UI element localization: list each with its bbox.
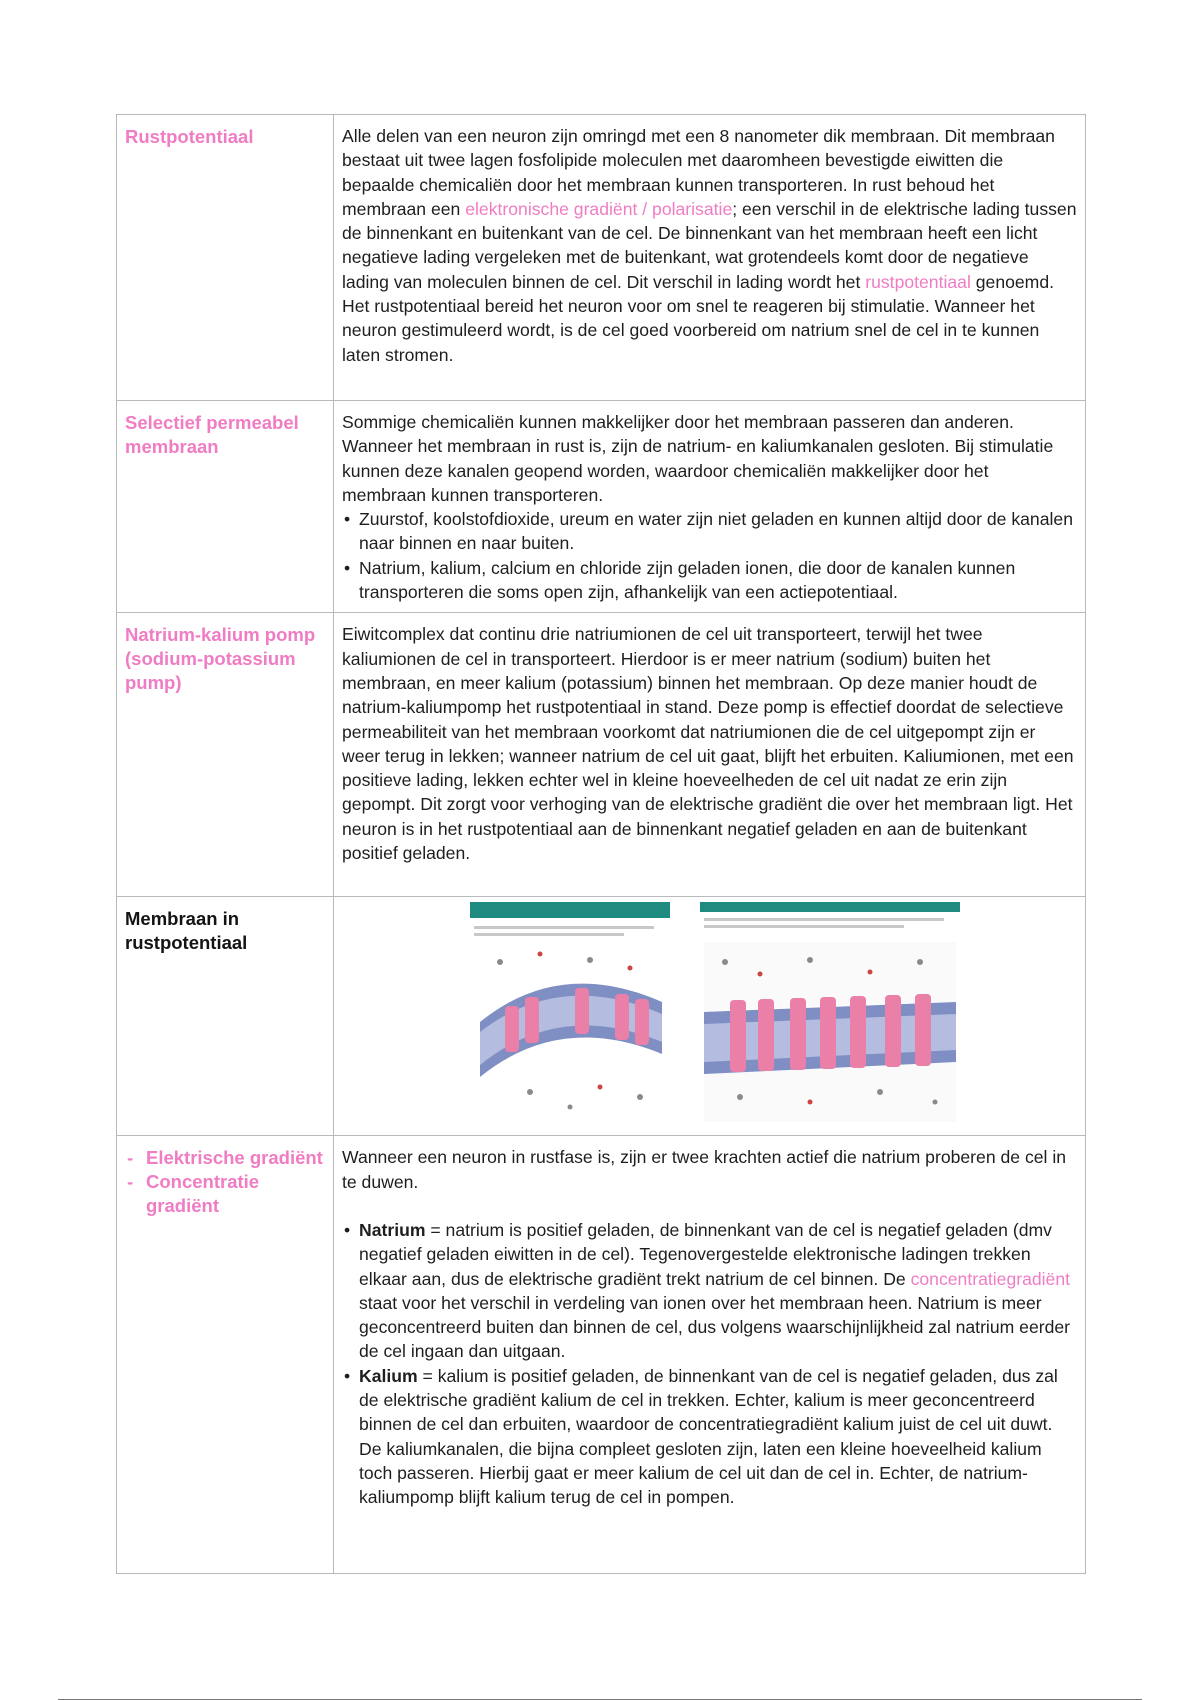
figure-banner bbox=[700, 902, 960, 912]
term-gradienten bbox=[117, 1136, 334, 1574]
table-row bbox=[117, 401, 1086, 613]
ion-channel bbox=[915, 994, 931, 1066]
table-row bbox=[117, 1136, 1086, 1574]
figure-banner bbox=[470, 902, 670, 918]
term-natrium-kalium-pomp: Natrium-kalium pomp (sodium-potassium pump) bbox=[117, 613, 334, 897]
definition-rustpotentiaal: Alle delen van een neuron zijn omringd met een 8 nanometer dik membraan. Dit membraan bestaat uit twee lagen fosfolipide moleculen met daaromheen bevestigde eiwitten die bepaalde chemicaliën door het membraan kunnen transporteren. In rust behoud het membraan een elektronische gradiënt / polarisatie; een verschil in de elektrische lading tussen de binnenkant en buitenkant van de cel. De binnenkant van het membraan heeft een licht negatieve lading vergeleken met de buitenkant, wat grotendeels komt door de negatieve lading van moleculen binnen de cel. Dit verschil in lading wordt het rustpotentiaal genoemd. Het rustpotentiaal bereid het neuron voor om snel te reageren bij stimulatie. Wanneer het neuron gestimuleerd wordt, is de cel goed voorbereid om natrium snel de cel in te kunnen laten stromen. bbox=[334, 115, 1086, 401]
notes-table bbox=[116, 114, 1086, 1574]
list-item: • Natrium, kalium, calcium en chloride zijn geladen ionen, die door de kanalen kunnen transporteren die soms open zijn, afhankelijk van een actiepotentiaal. bbox=[342, 556, 1077, 605]
ion-channel bbox=[758, 999, 774, 1071]
term-membraan-in-rustpotentiaal: Membraan in rustpotentiaal bbox=[117, 897, 334, 1136]
highlight-term: rustpotentiaal bbox=[865, 271, 971, 292]
list-item: • Natrium = natrium is positief geladen, de binnenkant van de cel is negatief geladen (dmv negatief geladen eiwitten in de cel). Tegenovergestelde elektronische ladingen trekken elkaar aan, dus de elektrische gradiënt trekt natrium de cel binnen. De concentratiegradiënt staat voor het verschil in verdeling van ionen over het membraan heen. Natrium is meer geconcentreerd buiten dan binnen de cel, dus volgens waarschijnlijkheid zal natrium eerder de cel ingaan dan uitgaan. bbox=[342, 1218, 1077, 1364]
table-row bbox=[117, 897, 1086, 1136]
membrane-figure-right bbox=[700, 902, 960, 1124]
term-rustpotentiaal: Rustpotentiaal bbox=[117, 115, 334, 401]
list-item: - Elektrische gradiënt bbox=[125, 1146, 325, 1170]
ion-channel bbox=[790, 998, 806, 1070]
ion-channel bbox=[635, 999, 649, 1045]
bullet-list bbox=[342, 507, 1077, 604]
table-row bbox=[117, 613, 1086, 897]
definition-selectief-permeabel: Sommige chemicaliën kunnen makkelijker door het membraan passeren dan anderen. Wanneer het membraan in rust is, zijn de natrium- en kaliumkanalen gesloten. Bij stimulatie kunnen deze kanalen geopend worden, waardoor chemicaliën makkelijker door het membraan kunnen transporteren. • Zuurstof, koolstofdioxide, ureum en water zijn niet geladen en kunnen altijd door de kanalen naar binnen en naar buiten. • Natrium, kalium, calcium en chloride zijn geladen ionen, die door de kanalen kunnen transporteren die soms open zijn, afhankelijk van een actiepotentiaal. bbox=[334, 401, 1086, 613]
table-row bbox=[117, 115, 1086, 401]
ion-channel bbox=[505, 1006, 519, 1052]
list-item: • Zuurstof, koolstofdioxide, ureum en water zijn niet geladen en kunnen altijd door de kanalen naar binnen en naar buiten. bbox=[342, 507, 1077, 556]
bullet-list bbox=[342, 1218, 1077, 1510]
highlight-term: concentratiegradiënt bbox=[910, 1268, 1071, 1289]
ion-channel bbox=[850, 996, 866, 1068]
figure-cell bbox=[334, 897, 1086, 1136]
definition-gradienten: Wanneer een neuron in rustfase is, zijn er twee krachten actief die natrium proberen de cel in te duwen. • Natrium = natrium is positief geladen, de binnenkant van de cel is negatief geladen (dmv negatief geladen eiwitten in de cel). Tegenovergestelde elektronische ladingen trekken elkaar aan, dus de elektrische gradiënt trekt natrium de cel binnen. De concentratiegradiënt staat voor het verschil in verdeling van ionen over het membraan heen. Natrium is meer geconcentreerd buiten dan binnen de cel, dus volgens waarschijnlijkheid zal natrium eerder de cel ingaan dan uitgaan. • Kalium = kalium is positief geladen, de binnenkant van de cel is negatief geladen, dus zal de elektrische gradiënt kalium de cel in trekken. Echter, kalium is meer geconcentreerd binnen de cel dan erbuiten, waardoor de concentratiegradiënt kalium juist de cel uit duwt. De kaliumkanalen, die bijna compleet gesloten zijn, laten een kleine hoeveelheid kalium toch passeren. Hierbij gaat er meer kalium de cel uit dan de cel in. Echter, de natrium-kaliumpomp blijft kalium terug de cel in pompen. bbox=[334, 1136, 1086, 1574]
term-selectief-permeabel: Selectief permeabel membraan bbox=[117, 401, 334, 613]
definition-natrium-kalium-pomp: Eiwitcomplex dat continu drie natriumionen de cel uit transporteert, terwijl het twee kaliumionen de cel in transporteert. Hierdoor is er meer natrium (sodium) buiten het membraan, en meer kalium (potassium) binnen het membraan. Op deze manier houdt de natrium-kaliumpomp het rustpotentiaal in stand. Deze pomp is effectief doordat de selectieve permeabiliteit van het membraan voorkomt dat natriumionen die de cel uitgepompt zijn er weer terug in lekken; wanneer natrium de cel uit gaat, blijft het erbuiten. Kaliumionen, met een positieve lading, lekken echter wel in kleine hoeveelheden de cel uit nadat ze erin zijn gepompt. Dit zorgt voor verhoging van de elektrische gradiënt die over het membraan ligt. Het neuron is in het rustpotentiaal aan de binnenkant negatief geladen en aan de buitenkant positief geladen. bbox=[334, 613, 1086, 897]
ion-channel bbox=[575, 988, 589, 1034]
ion-channel bbox=[885, 995, 901, 1067]
ion-channel bbox=[820, 997, 836, 1069]
membrane-figure-left bbox=[470, 902, 670, 1124]
ion-channel bbox=[615, 994, 629, 1040]
highlight-term: elektronische gradiënt / polarisatie bbox=[465, 198, 733, 219]
ion-channel bbox=[525, 997, 539, 1043]
list-item: • Kalium = kalium is positief geladen, de binnenkant van de cel is negatief geladen, dus zal de elektrische gradiënt kalium de cel in trekken. Echter, kalium is meer geconcentreerd binnen de cel dan erbuiten, waardoor de concentratiegradiënt kalium juist de cel uit duwt. De kaliumkanalen, die bijna compleet gesloten zijn, laten een kleine hoeveelheid kalium toch passeren. Hierbij gaat er meer kalium de cel uit dan de cel in. Echter, de natrium-kaliumpomp blijft kalium terug de cel in pompen. bbox=[342, 1364, 1077, 1510]
ion-channel bbox=[730, 1000, 746, 1072]
term-list bbox=[125, 1146, 325, 1218]
list-item: - Concentratie gradiënt bbox=[125, 1170, 325, 1218]
